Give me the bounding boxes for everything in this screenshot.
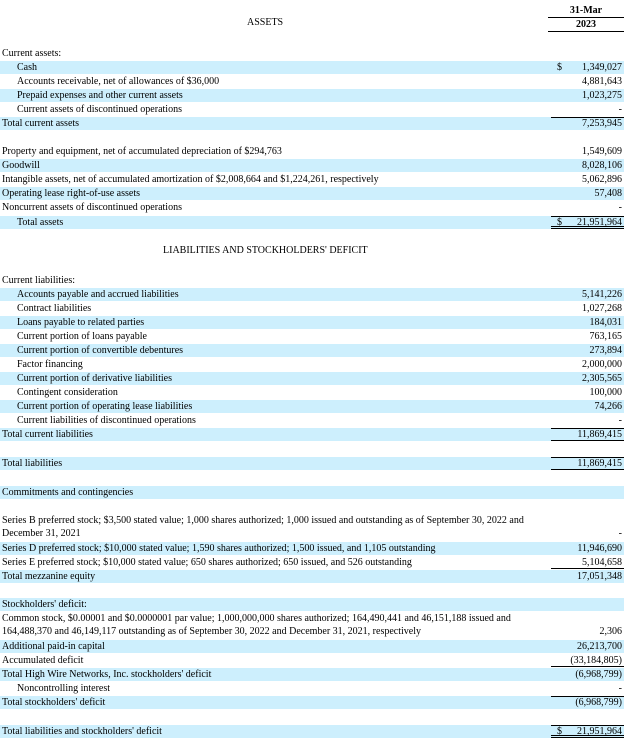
row-label: Commitments and contingencies [2, 487, 134, 498]
row-value: 100,000 [589, 387, 622, 398]
row-value: 5,104,658 [582, 557, 622, 568]
row-value: 184,031 [589, 317, 622, 328]
table-row [0, 103, 624, 116]
row-value: (6,968,799) [575, 669, 622, 680]
row-value: 1,549,609 [582, 146, 622, 157]
row-label: Total mezzanine equity [2, 571, 96, 582]
row-value: 21,951,964 [577, 217, 622, 228]
row-label: Intangible assets, net of accumulated amortization of $2,008,664 and $1,224,261, respectively [2, 174, 379, 185]
row-label: Series D preferred stock; $10,000 stated value; 1,590 shares authorized; 1,500 issued, and 1,105 outstanding [2, 543, 436, 554]
table-row [0, 428, 624, 441]
table-row [0, 358, 624, 371]
row-value: 763,165 [589, 331, 622, 342]
table-row [0, 302, 624, 315]
period-year: 2023 [548, 17, 624, 32]
row-label: Accounts payable and accrued liabilities [17, 289, 179, 300]
table-row [0, 542, 624, 555]
table-row [0, 159, 624, 172]
table-row [0, 386, 624, 399]
row-value: 2,306 [599, 626, 622, 637]
row-value: 1,023,275 [582, 90, 622, 101]
row-label: Current assets: [2, 48, 62, 59]
table-row [0, 288, 624, 301]
row-label: Current portion of convertible debentures [17, 345, 184, 356]
row-value: 5,062,896 [582, 174, 622, 185]
table-row [0, 372, 624, 385]
row-label: Current portion of derivative liabilities [17, 373, 172, 384]
liabilities-section-title: LIABILITIES AND STOCKHOLDERS' DEFICIT [163, 245, 368, 256]
row-value: 7,253,945 [582, 118, 622, 129]
row-label: Noncurrent assets of discontinued operations [2, 202, 182, 213]
table-row [0, 696, 624, 709]
table-row [0, 514, 624, 540]
table-row [0, 654, 624, 667]
currency-symbol: $ [557, 726, 562, 737]
table-row [0, 201, 624, 214]
row-value: 11,869,415 [577, 429, 622, 440]
row-value: - [618, 202, 622, 213]
table-row [0, 117, 624, 130]
row-label: Common stock, $0.00001 and $0.0000001 par value; 1,000,000,000 shares authorized; 164,490,441 and 46,151,188 issued and 164,488,370 and 46,149,117 outstanding as of September 30, 2022 and December 31, 2021, respectively [2, 613, 511, 637]
table-row [0, 61, 624, 74]
row-label: Additional paid-in capital [2, 641, 105, 652]
row-label: Current portion of loans payable [17, 331, 147, 342]
table-row [0, 47, 624, 60]
table-row [0, 89, 624, 102]
row-label: Total current liabilities [2, 429, 93, 440]
table-row [0, 400, 624, 413]
row-label: Goodwill [2, 160, 40, 171]
row-label: Prepaid expenses and other current assets [17, 90, 183, 101]
row-value: - [618, 415, 622, 426]
row-value: 26,213,700 [577, 641, 622, 652]
row-label: Factor financing [17, 359, 83, 370]
row-label: Total liabilities [2, 458, 63, 469]
row-label: Noncontrolling interest [17, 683, 111, 694]
row-label: Series E preferred stock; $10,000 stated value; 650 shares authorized; 650 issued, and 526 outstanding [2, 557, 412, 568]
table-row [0, 173, 624, 186]
row-label: Total liabilities and stockholders' deficit [2, 726, 162, 737]
row-value: 4,881,643 [582, 76, 622, 87]
table-row [0, 187, 624, 200]
row-label: Current assets of discontinued operations [17, 104, 182, 115]
row-value: - [618, 104, 622, 115]
table-row [0, 668, 624, 681]
period-date: 31-Mar [569, 5, 603, 16]
table-row [0, 344, 624, 357]
row-value: 11,946,690 [577, 543, 622, 554]
row-label: Total High Wire Networks, Inc. stockholders' deficit [2, 669, 212, 680]
row-label: Accounts receivable, net of allowances of $36,000 [17, 76, 220, 87]
table-row [0, 330, 624, 343]
assets-section-title: ASSETS [247, 17, 284, 28]
row-label: Current liabilities: [2, 275, 76, 286]
table-row [0, 682, 624, 695]
table-row [0, 274, 624, 287]
row-value: 11,869,415 [577, 458, 622, 469]
row-value: 74,266 [594, 401, 622, 412]
row-label: Stockholders' deficit: [2, 599, 87, 610]
row-label: Current portion of operating lease liabilities [17, 401, 193, 412]
table-row [0, 216, 624, 229]
row-label: Contract liabilities [17, 303, 92, 314]
table-row [0, 414, 624, 427]
row-label: Series B preferred stock; $3,500 stated value; 1,000 shares authorized; 1,000 issued and outstanding as of September 30, 2022 and December 31, 2021 [2, 515, 524, 539]
row-label: Loans payable to related parties [17, 317, 145, 328]
row-label: Accumulated deficit [2, 655, 84, 666]
period-column-header [548, 4, 624, 32]
table-row [0, 457, 624, 470]
statement-header [0, 0, 624, 34]
row-label: Contingent consideration [17, 387, 118, 398]
table-row [0, 725, 624, 738]
table-row [0, 145, 624, 158]
row-value: 273,894 [589, 345, 622, 356]
table-row [0, 75, 624, 88]
row-value: 1,027,268 [582, 303, 622, 314]
table-row [0, 570, 624, 583]
row-value: 17,051,348 [577, 571, 622, 582]
table-row [0, 640, 624, 653]
table-row [0, 556, 624, 569]
table-row [0, 598, 624, 611]
row-value: (6,968,799) [575, 697, 622, 708]
row-value: 5,141,226 [582, 289, 622, 300]
row-label: Current liabilities of discontinued operations [17, 415, 196, 426]
table-row [0, 316, 624, 329]
row-label: Total current assets [2, 118, 80, 129]
row-label: Operating lease right-of-use assets [2, 188, 141, 199]
row-value: 1,349,027 [582, 62, 622, 73]
currency-symbol: $ [557, 217, 562, 228]
row-value: - [618, 528, 622, 539]
row-label: Property and equipment, net of accumulated depreciation of $294,763 [2, 146, 282, 157]
currency-symbol: $ [557, 62, 562, 73]
row-value: 57,408 [594, 188, 622, 199]
row-value: 8,028,106 [582, 160, 622, 171]
row-value: - [618, 683, 622, 694]
row-value: (33,184,805) [570, 655, 622, 666]
table-row [0, 612, 624, 638]
row-label: Total assets [17, 217, 64, 228]
row-value: 21,951,964 [577, 726, 622, 737]
table-row [0, 486, 624, 499]
row-value: 2,000,000 [582, 359, 622, 370]
row-value: 2,305,565 [582, 373, 622, 384]
row-label: Cash [17, 62, 37, 73]
row-label: Total stockholders' deficit [2, 697, 106, 708]
